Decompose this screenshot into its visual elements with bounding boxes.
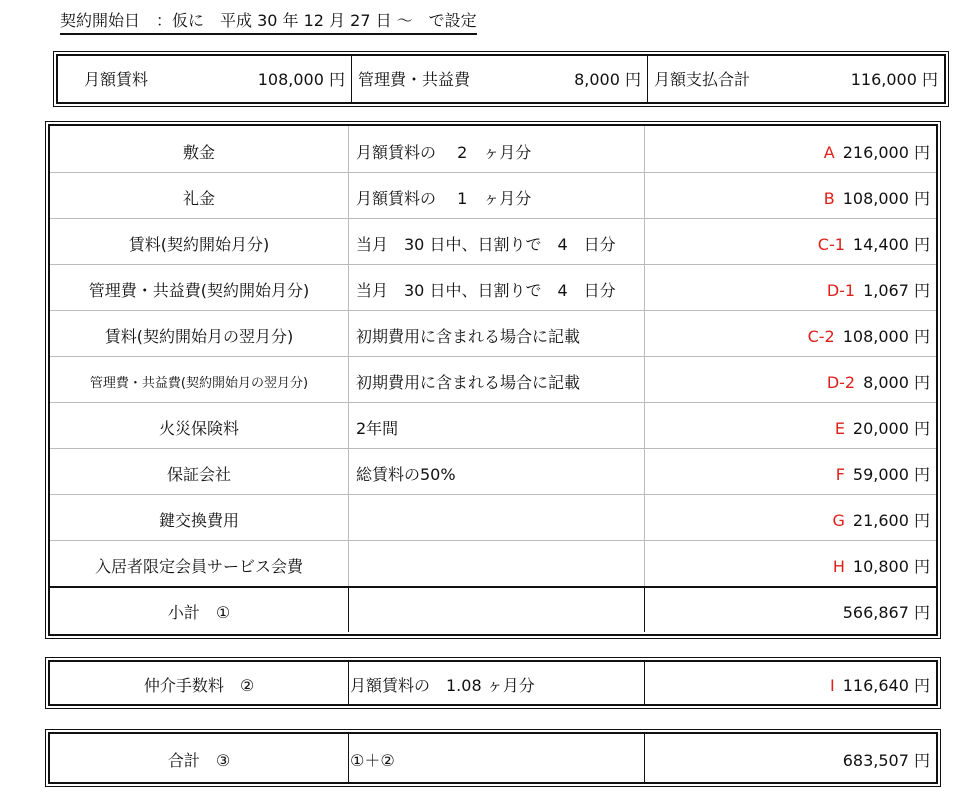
monthly-rent-amount: 108,000 円 xyxy=(257,70,345,89)
table-row xyxy=(50,264,936,311)
row-letter: H xyxy=(832,557,845,576)
subtotal-row xyxy=(50,588,936,632)
row-item: 保証会社 xyxy=(166,465,231,484)
table-row xyxy=(50,126,936,173)
row-amount: 20,000 円 xyxy=(852,419,930,438)
column-divider xyxy=(644,734,645,782)
row-detail: 月額賃料の 1 ヶ月分 xyxy=(356,189,532,208)
row-amount: 216,000 円 xyxy=(842,143,930,162)
row-detail: 2年間 xyxy=(356,419,399,438)
row-amount: 10,800 円 xyxy=(852,557,930,576)
row-letter: C-1 xyxy=(817,235,845,254)
row-amount: 8,000 円 xyxy=(863,373,930,392)
subtotal-label: 小計 ① xyxy=(167,603,231,622)
table-row xyxy=(50,356,936,403)
monthly-total-cell xyxy=(648,56,944,102)
commission-label: 仲介手数料 ② xyxy=(143,676,255,695)
table-row xyxy=(50,402,936,449)
subtotal-amount: 566,867 円 xyxy=(842,603,930,622)
row-item: 管理費・共益費(契約開始月の翌月分) xyxy=(89,376,309,391)
management-fee-cell xyxy=(352,56,648,102)
total-formula: ①＋② xyxy=(350,751,395,770)
commission-detail: 月額賃料の 1.08 ヶ月分 xyxy=(350,676,535,695)
initial-cost-table xyxy=(48,124,938,636)
row-item: 敷金 xyxy=(182,143,215,162)
row-amount: 1,067 円 xyxy=(863,281,930,300)
monthly-summary-box xyxy=(56,54,946,104)
table-row xyxy=(50,310,936,357)
commission-box xyxy=(48,660,938,706)
row-amount: 59,000 円 xyxy=(852,465,930,484)
row-item: 入居者限定会員サービス会費 xyxy=(94,557,303,576)
row-item: 賃料(契約開始月分) xyxy=(128,235,270,254)
table-row xyxy=(50,448,936,495)
total-box xyxy=(48,732,938,784)
commission-letter: I xyxy=(830,676,835,695)
row-letter: E xyxy=(834,419,845,438)
row-letter: B xyxy=(823,189,835,208)
monthly-total-label: 月額支払合計 xyxy=(654,70,751,89)
monthly-total-amount: 116,000 円 xyxy=(850,70,938,89)
management-fee-label: 管理費・共益費 xyxy=(358,70,471,89)
row-item: 礼金 xyxy=(182,189,215,208)
row-amount: 108,000 円 xyxy=(842,189,930,208)
column-divider xyxy=(348,588,349,632)
total-label: 合計 ③ xyxy=(167,751,231,770)
row-letter: D-2 xyxy=(826,373,856,392)
row-detail: 月額賃料の 2 ヶ月分 xyxy=(356,143,532,162)
row-item: 火災保険料 xyxy=(158,419,239,438)
row-detail: 初期費用に含まれる場合に記載 xyxy=(356,327,581,346)
management-fee-amount: 8,000 円 xyxy=(574,70,641,89)
monthly-rent-cell xyxy=(58,56,352,102)
table-row xyxy=(50,494,936,541)
row-letter: F xyxy=(835,465,845,484)
column-divider xyxy=(348,734,349,782)
row-item: 鍵交換費用 xyxy=(158,511,239,530)
row-letter: A xyxy=(823,143,835,162)
row-letter: D-1 xyxy=(826,281,856,300)
row-detail: 当月 30 日中、日割りで 4 日分 xyxy=(356,281,616,300)
column-divider xyxy=(644,662,645,704)
column-divider xyxy=(348,662,349,704)
total-amount: 683,507 円 xyxy=(842,751,930,770)
contract-start-title: 契約開始日 ：仮に 平成 30 年 12 月 27 日 ～ で設定 xyxy=(60,8,477,35)
commission-amount: 116,640 円 xyxy=(842,676,930,695)
row-item: 管理費・共益費(契約開始月分) xyxy=(88,281,310,300)
row-letter: G xyxy=(832,511,845,530)
table-row xyxy=(50,172,936,219)
row-amount: 108,000 円 xyxy=(842,327,930,346)
row-detail: 当月 30 日中、日割りで 4 日分 xyxy=(356,235,616,254)
column-divider xyxy=(644,588,645,632)
row-detail: 初期費用に含まれる場合に記載 xyxy=(356,373,581,392)
table-row xyxy=(50,540,936,588)
row-detail: 総賃料の50% xyxy=(356,465,456,484)
row-item: 賃料(契約開始月の翌月分) xyxy=(104,327,294,346)
monthly-rent-label: 月額賃料 xyxy=(84,70,149,89)
row-letter: C-2 xyxy=(807,327,835,346)
table-row xyxy=(50,218,936,265)
row-amount: 14,400 円 xyxy=(852,235,930,254)
row-amount: 21,600 円 xyxy=(852,511,930,530)
